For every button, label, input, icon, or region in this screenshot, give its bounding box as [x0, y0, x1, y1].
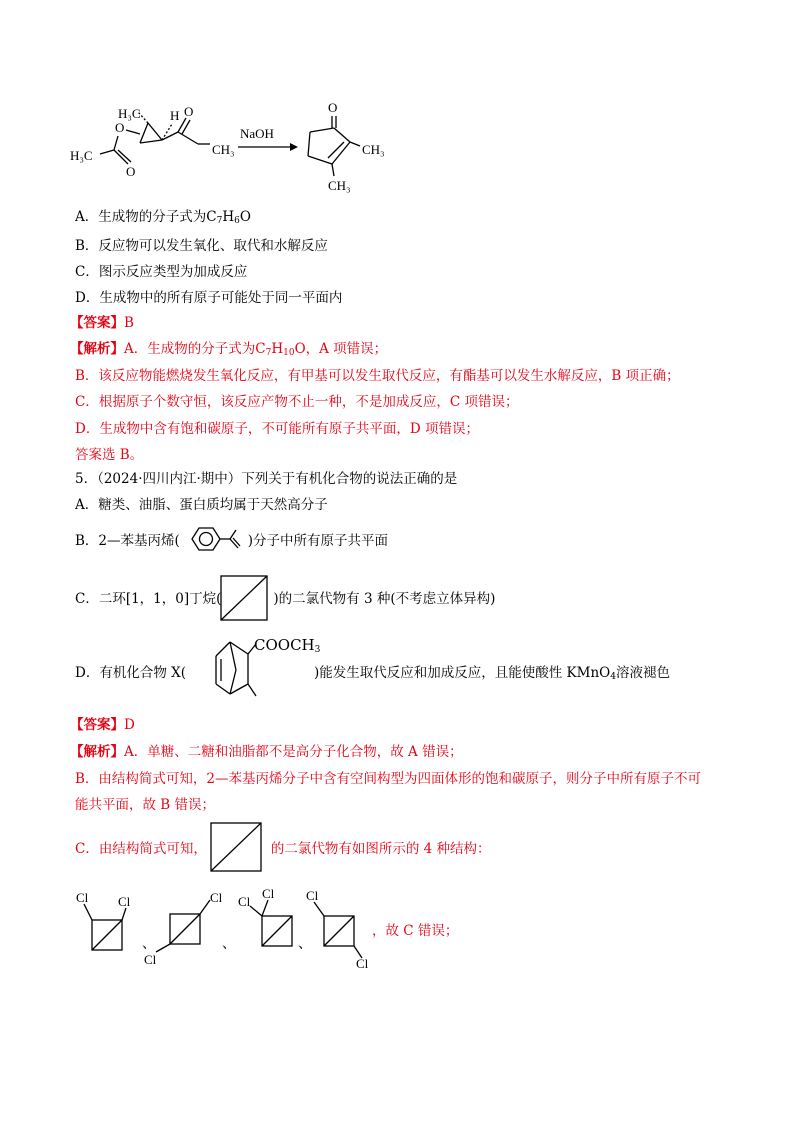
reactant-structure — [70, 104, 235, 179]
isomer-1 — [76, 890, 131, 950]
q4-answer: 【答案】B — [70, 315, 134, 331]
isomer-4-cl-b: Cl — [356, 956, 369, 971]
q5-stem: 5．（2024·四川内江·期中）下列关于有机化合物的说法正确的是 — [75, 471, 458, 487]
product-structure — [308, 100, 385, 193]
q5-analysis-b2: 能共平面，故 B 错误； — [75, 797, 216, 813]
q4-option-d: D．生成物中的所有原子可能处于同一平面内 — [75, 290, 343, 306]
q4-analysis-d: D．生成物中含有饱和碳原子，不可能所有原子共平面，D 项错误； — [75, 421, 479, 437]
alpha-methylstyrene-structure — [186, 524, 256, 554]
isomer-2-cl-a: Cl — [210, 890, 223, 905]
q4-conclusion: 答案选 B。 — [75, 447, 144, 463]
h-label: H — [170, 108, 180, 123]
product-ch3-right-label: CH₃ — [362, 142, 385, 157]
ester-o-label: O — [115, 120, 125, 135]
q5-answer: 【答案】D — [70, 717, 135, 733]
isomer-3-cl-a: Cl — [238, 894, 251, 909]
q4-analysis-a: 【解析】A．生成物的分子式为$C_7H_{10}O$，A 项错误； — [70, 341, 388, 358]
ch3-left-label: H₃C — [70, 148, 93, 163]
q4-option-b: B．反应物可以发生氧化、取代和水解反应 — [75, 238, 328, 254]
isomer-1-cl-b: Cl — [118, 894, 131, 909]
separator-1: 、 — [142, 937, 156, 952]
isomer-4-cl-a: Cl — [306, 888, 319, 903]
q4-option-c: C．图示反应类型为加成反应 — [75, 264, 248, 280]
isomer-1-cl-a: Cl — [76, 890, 89, 905]
cooch3-group: $COOCH_3$ — [254, 636, 321, 655]
product-ch3-bottom-label: CH₃ — [328, 178, 351, 193]
q4-option-a: A．生成物的分子式为$C_7H_6O$ — [75, 209, 251, 226]
q5-analysis-b1: B．由结构简式可知，2—苯基丙烯分子中含有空间构型为四面体形的饱和碳原子，则分子中所有原子不可 — [75, 771, 702, 787]
q4-analysis-b: B．该反应物能燃烧发生氧化反应，有甲基可以发生取代反应，有酯基可以发生水解反应，B 项正确； — [75, 368, 680, 384]
separator-2: 、 — [222, 937, 236, 952]
separator-3: 、 — [298, 937, 312, 952]
q5-option-d: D．有机化合物 X( )能发生取代反应和加成反应，且能使酸性 KMnO$_4$溶液褪色 — [75, 665, 670, 682]
ch3-chain-label: CH₃ — [212, 142, 235, 157]
reaction-scheme — [70, 98, 390, 198]
q5-analysis-c: C．由结构简式可知， 的二氯代物有如图所示的 4 种结构： — [75, 841, 491, 857]
isomer-3 — [238, 886, 292, 946]
q5-option-b: B．2—苯基丙烯( )分子中所有原子共平面 — [75, 533, 389, 549]
isomer-2 — [144, 890, 223, 967]
ch3-top-label: H₃C — [118, 106, 141, 121]
isomer-4 — [306, 888, 369, 971]
q5-analysis-c-end: ，故 C 错误； — [372, 923, 459, 939]
product-o-label: O — [328, 100, 338, 115]
ketone-o-label: O — [184, 104, 194, 119]
q5-analysis-a: 【解析】A．单糖、二糖和油脂都不是高分子化合物，故 A 错误； — [70, 744, 463, 760]
isomer-3-cl-b: Cl — [262, 886, 275, 901]
bicyclobutane-structure-analysis — [210, 822, 266, 874]
reagent-label: NaOH — [240, 126, 274, 141]
q5-option-a: A．糖类、油脂、蛋白质均属于天然高分子 — [75, 497, 328, 513]
carbonyl-o-label: O — [126, 164, 136, 179]
bicyclobutane-structure — [220, 575, 270, 625]
arrow-head — [290, 143, 298, 151]
dichloro-isomers — [72, 886, 382, 976]
q5-option-c: C．二环[1，1，0]丁烷( )的二氯代物有 3 种(不考虑立体异构) — [75, 591, 496, 607]
q4-analysis-c: C．根据原子个数守恒，该反应产物不止一种，不是加成反应，C 项错误； — [75, 394, 519, 410]
isomer-2-cl-b: Cl — [144, 952, 157, 967]
